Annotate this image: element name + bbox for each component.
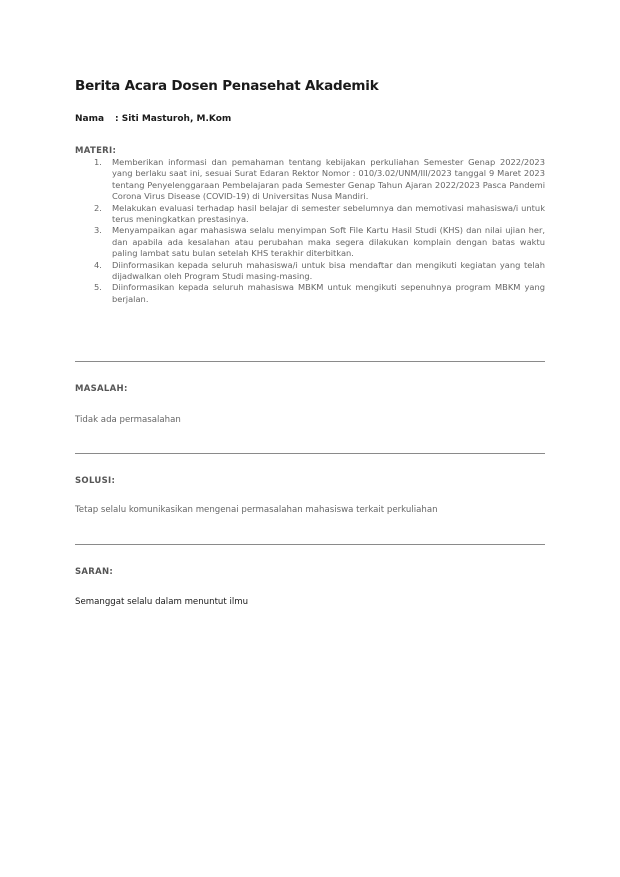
materi-heading: MATERI: <box>75 146 117 156</box>
saran-heading: SARAN: <box>75 567 114 577</box>
list-item-number: 2. <box>94 202 102 213</box>
list-item-text: Diinformasikan kepada seluruh mahasiswa/i untuk bisa mendaftar dan mengikuti kegiatan yang telah dijadwalkan oleh Program Studi masing-masing. <box>112 259 545 282</box>
name-label: Nama <box>75 114 105 124</box>
solusi-heading: SOLUSI: <box>75 476 116 486</box>
list-item-text: Memberikan informasi dan pemahaman tentang kebijakan perkuliahan Semester Genap 2022/2023 yang berlaku saat ini, sesuai Surat Edaran Rektor Nomor : 010/3.02/UNM/III/2023 tanggal 9 Maret 2023 tentang Penyelenggaraan Pembelajaran pada Semester Genap Tahun Ajaran 2022/2023 Pasca Pandemi Corona Virus Disease (COVID-19) di Universitas Nusa Mandiri. <box>112 157 545 202</box>
solusi-text: Tetap selalu komunikasikan mengenai permasalahan mahasiswa terkait perkuliahan <box>75 505 438 515</box>
list-item <box>75 282 545 305</box>
masalah-heading: MASALAH: <box>75 384 128 394</box>
list-item <box>75 203 545 226</box>
page-title: Berita Acara Dosen Penasehat Akademik <box>75 78 379 94</box>
list-item-number: 4. <box>94 259 102 270</box>
list-item-number: 3. <box>94 225 102 236</box>
materi-list <box>75 157 545 305</box>
advisor-name-row <box>75 114 231 124</box>
section-divider <box>75 453 545 454</box>
list-item-text: Melakukan evaluasi terhadap hasil belajar di semester sebelumnya dan memotivasi mahasiswa/i untuk terus meningkatkan prestasinya. <box>112 202 545 225</box>
name-value: : Siti Masturoh, M.Kom <box>115 114 232 124</box>
list-item-number: 5. <box>94 282 102 293</box>
list-item <box>75 260 545 283</box>
list-item <box>75 225 545 259</box>
list-item-text: Menyampaikan agar mahasiswa selalu menyimpan Soft File Kartu Hasil Studi (KHS) dan nilai ujian her, dan apabila ada kesalahan atau perubahan maka segera dilakukan komplain dengan batas waktu paling lambat satu bulan setelah KHS terakhir diterbitkan. <box>112 225 545 259</box>
list-item <box>75 157 545 203</box>
masalah-text: Tidak ada permasalahan <box>75 415 181 425</box>
saran-text: Semanggat selalu dalam menuntut ilmu <box>75 597 249 607</box>
list-item-number: 1. <box>94 157 102 167</box>
section-divider <box>75 544 545 545</box>
list-item-text: Diinformasikan kepada seluruh mahasiswa MBKM untuk mengikuti sepenuhnya program MBKM yang berjalan. <box>112 282 545 304</box>
section-divider <box>75 361 545 362</box>
